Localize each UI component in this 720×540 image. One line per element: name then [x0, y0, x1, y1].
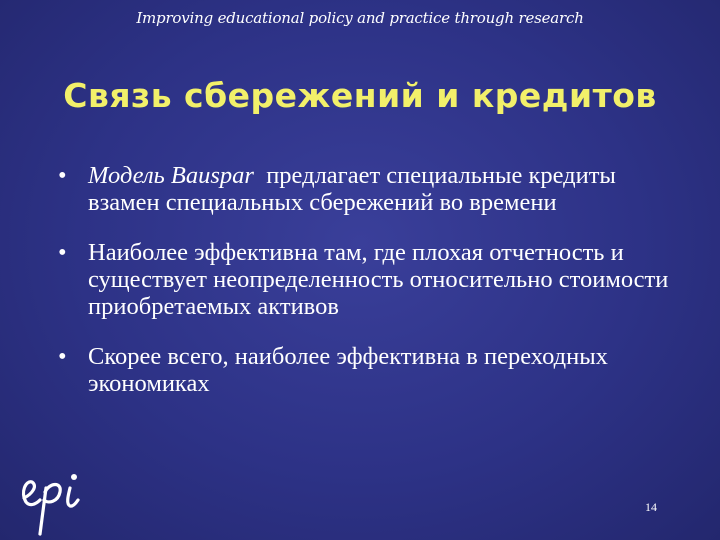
bullet-text: Скорее всего, наиболее эффективна в переходных экономиках [88, 343, 608, 397]
epi-logo-icon [18, 458, 98, 538]
bullet-text: Наиболее эффективна там, где плохая отчетность и существует неопределенность относительно стоимости приобретаемых активов [88, 239, 669, 320]
bullet-item [58, 162, 678, 216]
page-number: 14 [645, 500, 657, 514]
bullet-marker: • [58, 343, 67, 370]
bullet-marker: • [58, 239, 67, 266]
header-tagline: Improving educational policy and practice through research [136, 9, 584, 27]
bullet-list [58, 162, 678, 420]
bullet-item [58, 343, 678, 397]
slide-title: Связь сбережений и кредитов [63, 76, 657, 115]
bullet-marker: • [58, 162, 67, 189]
bullet-text: предлагает специальные кредиты взамен специальных сбережений во времени [88, 162, 623, 216]
bullet-emphasis: Модель Bauspar [88, 162, 254, 189]
bullet-item [58, 239, 678, 320]
